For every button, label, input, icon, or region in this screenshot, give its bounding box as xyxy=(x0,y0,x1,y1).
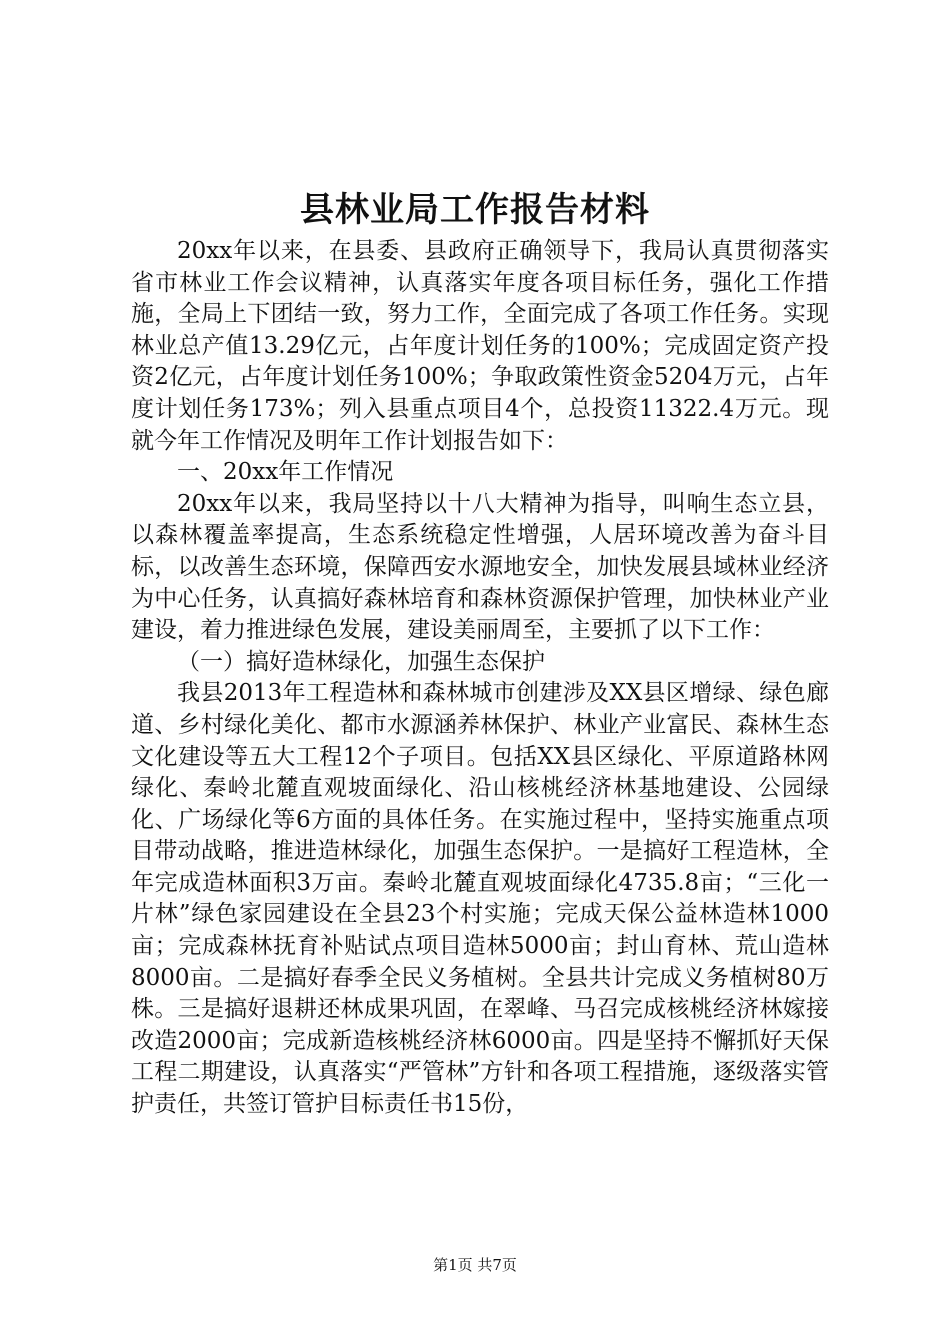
section-heading-1: 一、20xx年工作情况 xyxy=(177,459,394,486)
page-footer: 第1页 共7页 xyxy=(433,1256,517,1274)
document-body xyxy=(131,236,829,1121)
paragraph-afforestation: 我县2013年工程造林和森林城市创建涉及XX县区增绿、绿色廊道、乡村绿化美化、都市水源涵养林保护、林业产业富民、森林生态文化建设等五大工程12个子项目。包括XX县区绿化、平原道路林网绿化、秦岭北麓直观坡面绿化、沿山核桃经济林基地建设、公园绿化、广场绿化等6方面的具体任务。在实施过程中，坚持实施重点项目带动战略，推进造林绿化，加强生态保护。一是搞好工程造林，全年完成造林面积3万亩。秦岭北麓直观坡面绿化4735.8亩；“三化一片林”绿色家园建设在全县23个村实施；完成天保公益林造林1000亩；完成森林抚育补贴试点项目造林5000亩；封山育林、荒山造林8000亩。二是搞好春季全民义务植树。全县共计完成义务植树80万株。三是搞好退耕还林成果巩固，在翠峰、马召完成核桃经济林嫁接改造2000亩；完成新造核桃经济林6000亩。四是坚持不懈抓好天保工程二期建设，认真落实“严管林”方针和各项工程措施，逐级落实管护责任，共签订管护目标责任书15份， xyxy=(131,680,829,1118)
subsection-heading-1: （一）搞好造林绿化，加强生态保护 xyxy=(177,648,545,675)
paragraph-intro: 20xx年以来，在县委、县政府正确领导下，我局认真贯彻落实省市林业工作会议精神，认真落实年度各项目标任务，强化工作措施，全局上下团结一致，努力工作，全面完成了各项工作任务。实现林业总产值13.29亿元，占年度计划任务的100%；完成固定资产投资2亿元，占年度计划任务100%；争取政策性资金5204万元，占年度计划任务173%；列入县重点项目4个，总投资11322.4万元。现就今年工作情况及明年工作计划报告如下： xyxy=(131,238,829,454)
page-title: 县林业局工作报告材料 xyxy=(300,190,650,230)
paragraph-overview: 20xx年以来，我局坚持以十八大精神为指导，叫响生态立县，以森林覆盖率提高，生态系统稳定性增强，人居环境改善为奋斗目标，以改善生态环境，保障西安水源地安全，加快发展县域林业经济为中心任务，认真搞好森林培育和森林资源保护管理，加快林业产业建设，着力推进绿色发展，建设美丽周至，主要抓了以下工作： xyxy=(131,490,829,644)
